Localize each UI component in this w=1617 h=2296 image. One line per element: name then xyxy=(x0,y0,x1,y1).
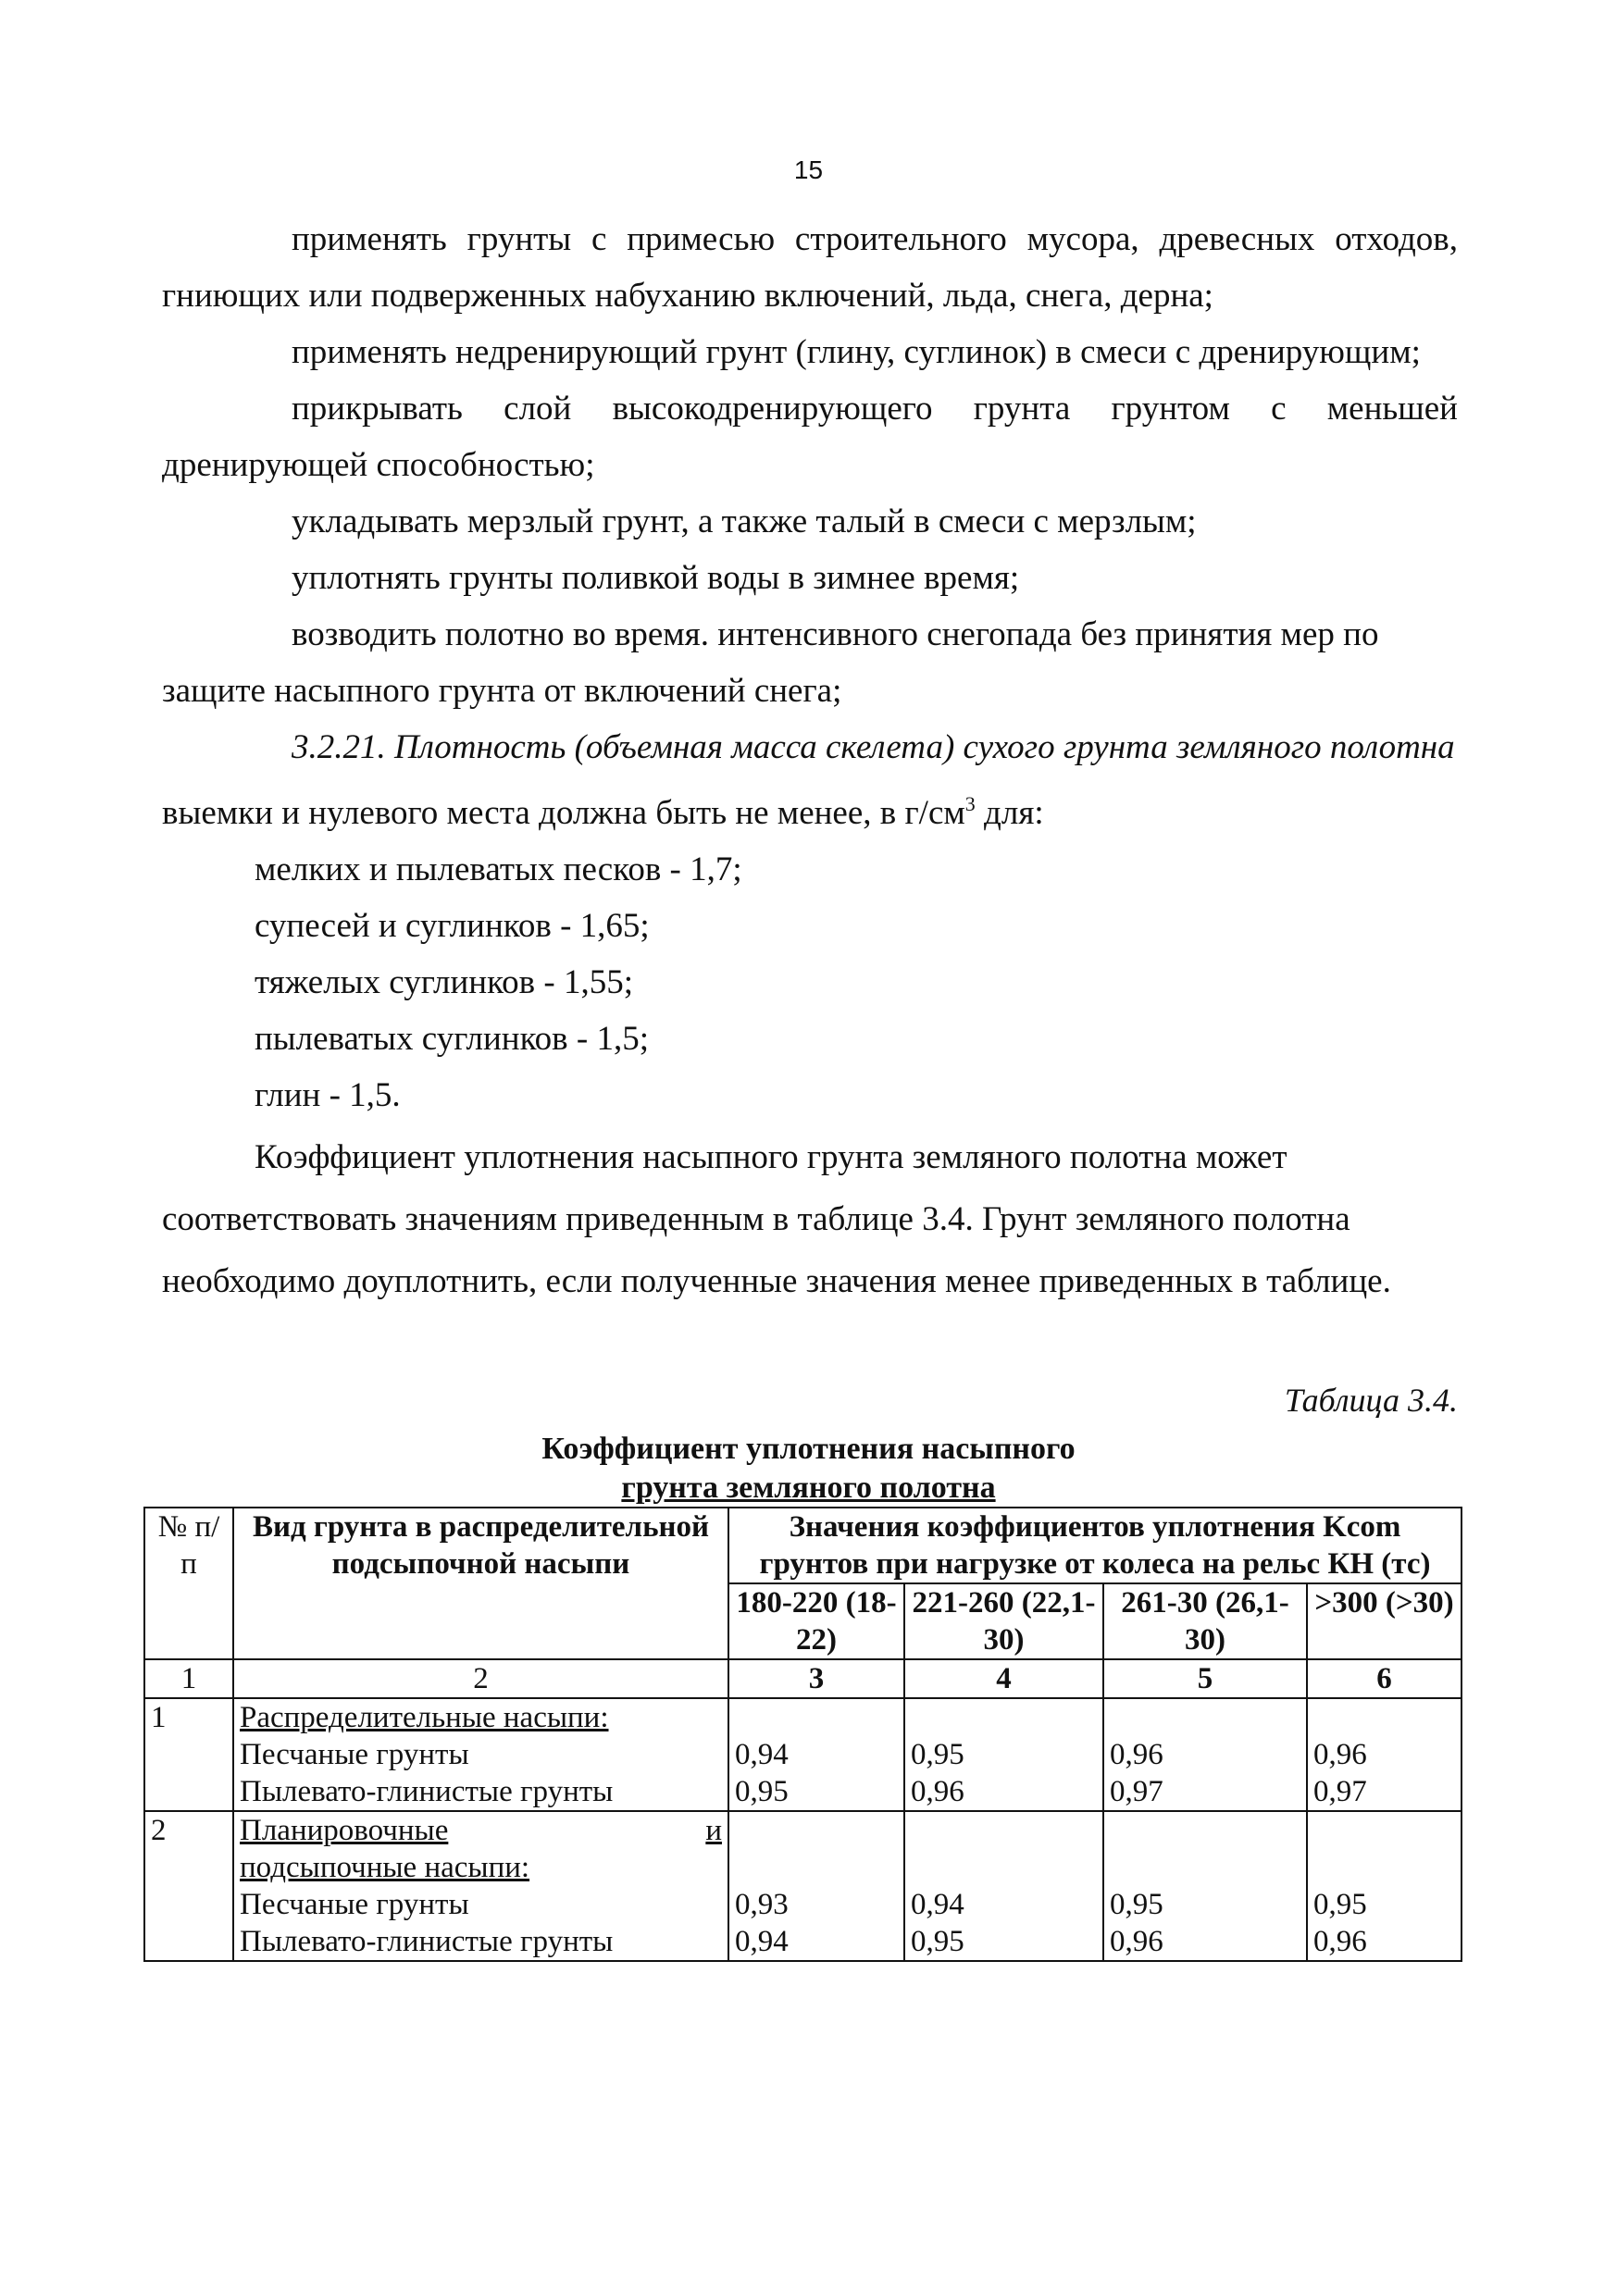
header-values: Значения коэффициентов уплотнения Kcom грунтов при нагрузке от колеса на рельс КН (тс) xyxy=(728,1508,1462,1583)
value: 0,94 xyxy=(911,1888,964,1921)
table-header-row xyxy=(144,1508,1462,1583)
value: 0,94 xyxy=(735,1925,789,1958)
group-cell xyxy=(233,1698,728,1811)
value: 0,96 xyxy=(911,1775,964,1808)
value: 0,95 xyxy=(911,1738,964,1771)
value: 0,94 xyxy=(735,1738,789,1771)
clause-number: 3.2.21. xyxy=(292,728,386,766)
header-soil-type: Вид грунта в распределительной подсыпочной насыпи xyxy=(233,1508,728,1659)
density-item: мелких и пылеватых песков - 1,7; xyxy=(255,850,742,888)
compaction-table xyxy=(143,1507,1462,1962)
group-cell xyxy=(233,1811,728,1961)
clause-line-2 xyxy=(162,776,1458,841)
column-number: 5 xyxy=(1103,1659,1307,1698)
table-row xyxy=(144,1698,1462,1811)
soil-name: Песчаные грунты xyxy=(240,1888,469,1921)
group-title: Распределительные насыпи: xyxy=(240,1701,609,1734)
column-number: 2 xyxy=(233,1659,728,1698)
paragraph: защите насыпного грунта от включений снега; xyxy=(162,672,842,710)
value-cell xyxy=(1103,1811,1307,1961)
paragraph: применять недренирующий грунт (глину, суглинок) в смеси с дренирующим; xyxy=(292,333,1421,371)
paragraph: прикрывать слой высокодренирующего грунта грунтом с меньшей xyxy=(292,390,1458,428)
value-cell xyxy=(1103,1698,1307,1811)
density-item: пылеватых суглинков - 1,5; xyxy=(255,1020,649,1058)
load-range: 221-260 (22,1-30) xyxy=(904,1583,1103,1659)
group-number: 2 xyxy=(144,1811,233,1961)
value-cell xyxy=(1307,1811,1462,1961)
paragraph: уплотнять грунты поливкой воды в зимнее время; xyxy=(292,559,1020,597)
paragraph: дренирующей способностью; xyxy=(162,446,595,484)
coefficient-paragraph-line: необходимо доуплотнить, если полученные значения менее приведенных в таблице. xyxy=(162,1262,1391,1300)
column-number: 4 xyxy=(904,1659,1103,1698)
table-title xyxy=(0,1430,1617,1508)
value: 0,96 xyxy=(1313,1925,1367,1958)
group-number: 1 xyxy=(144,1698,233,1811)
clause-heading xyxy=(162,719,1458,776)
value-cell xyxy=(904,1698,1103,1811)
clause-line2-start: выемки и нулевого места должна быть не менее, в г/см xyxy=(162,794,965,832)
load-range: 261-30 (26,1-30) xyxy=(1103,1583,1307,1659)
paragraph: применять грунты с примесью строительного мусора, древесных отходов, xyxy=(292,220,1458,258)
group-title xyxy=(240,1812,722,1849)
load-range: 180-220 (18-22) xyxy=(728,1583,904,1659)
value: 0,95 xyxy=(1313,1888,1367,1921)
value-cell xyxy=(1307,1698,1462,1811)
table-numbers-row xyxy=(144,1659,1462,1698)
coefficient-paragraph-line: соответствовать значениям приведенным в таблице 3.4. Грунт земляного полотна xyxy=(162,1200,1350,1238)
body-text xyxy=(162,211,1458,1309)
paragraph: возводить полотно во время. интенсивного снегопада без принятия мер по xyxy=(292,615,1379,653)
value: 0,95 xyxy=(735,1775,789,1808)
soil-name: Пылевато-глинистые грунты xyxy=(240,1775,614,1808)
value: 0,96 xyxy=(1313,1738,1367,1771)
value: 0,97 xyxy=(1110,1775,1163,1808)
clause-line2-end: для: xyxy=(975,794,1044,832)
value: 0,95 xyxy=(1110,1888,1163,1921)
soil-name: Пылевато-глинистые грунты xyxy=(240,1925,614,1958)
load-range: >300 (>30) xyxy=(1307,1583,1462,1659)
table-caption: Таблица 3.4. xyxy=(1284,1382,1458,1419)
value: 0,95 xyxy=(911,1925,964,1958)
density-item: тяжелых суглинков - 1,55; xyxy=(255,963,633,1001)
value-cell xyxy=(728,1698,904,1811)
coefficient-paragraph-line: Коэффициент уплотнения насыпного грунта земляного полотна может xyxy=(255,1138,1287,1176)
density-item: супесей и суглинков - 1,65; xyxy=(255,907,650,945)
value: 0,96 xyxy=(1110,1925,1163,1958)
clause-superscript: 3 xyxy=(964,792,976,815)
soil-name: Песчаные грунты xyxy=(240,1738,469,1771)
table-container xyxy=(143,1507,1462,1962)
value: 0,93 xyxy=(735,1888,789,1921)
column-number: 3 xyxy=(728,1659,904,1698)
value: 0,96 xyxy=(1110,1738,1163,1771)
table-title-line: грунта земляного полотна xyxy=(621,1471,996,1505)
table-title-line: Коэффициент уплотнения насыпного xyxy=(541,1432,1076,1466)
value: 0,97 xyxy=(1313,1775,1367,1808)
page-number: 15 xyxy=(793,155,824,184)
column-number: 6 xyxy=(1307,1659,1462,1698)
column-number: 1 xyxy=(144,1659,233,1698)
value-cell xyxy=(728,1811,904,1961)
group-title-part: и xyxy=(705,1814,722,1847)
header-no: № п/п xyxy=(144,1508,233,1659)
group-title: подсыпочные насыпи: xyxy=(240,1851,530,1884)
group-title-part: Планировочные xyxy=(240,1814,449,1847)
value-cell xyxy=(904,1811,1103,1961)
table-row xyxy=(144,1811,1462,1961)
clause-italic-text: Плотность (объемная масса скелета) сухого грунта земляного полотна xyxy=(394,728,1455,766)
paragraph: гниющих или подверженных набуханию включений, льда, снега, дерна; xyxy=(162,277,1213,315)
paragraph: укладывать мерзлый грунт, а также талый в смеси с мерзлым; xyxy=(292,503,1197,540)
density-item: глин - 1,5. xyxy=(255,1076,401,1114)
